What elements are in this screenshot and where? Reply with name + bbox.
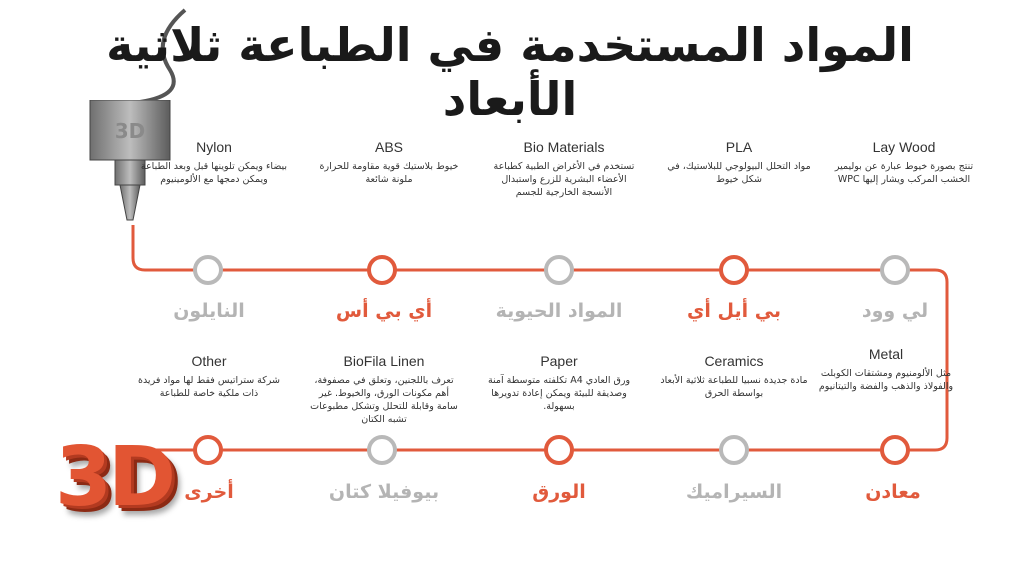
- material-description: تعرف باللجنين، وتعلق في مصفوفة، أهم مكونات الورق، والخيوط. غير سامة وقابلة للتحلل وتشكل مطبوعات تشبه الكتان: [310, 375, 458, 425]
- material-name-en: PLA: [725, 139, 753, 155]
- material-name-en: ABS: [374, 139, 403, 155]
- timeline-node: [544, 435, 574, 465]
- material-name-en: Metal: [868, 346, 904, 362]
- material-name-en: Paper: [540, 353, 578, 369]
- 3d-logo: 3D: [55, 430, 173, 525]
- material-description: شركة ستراتيس فقط لها مواد فريدة ذات ملكية خاصة للطباعة: [137, 375, 281, 399]
- timeline-node: [193, 435, 223, 465]
- printer-label: 3D: [114, 119, 146, 143]
- material-description: خيوط بلاستيك قوية مقاومة للحرارة ملونة شائعة: [319, 161, 459, 185]
- material-description: تستخدم في الأغراض الطبية كطباعة الأعضاء البشرية للزرع واستبدال الأنسجة الخارجية للجسم: [493, 161, 635, 198]
- material-name-ar: السيراميك: [685, 481, 783, 503]
- material-name-ar: بي أيل أي: [686, 300, 782, 322]
- material-name-ar: أي بي أس: [335, 300, 433, 322]
- page-title: المواد المستخدمة في الطباعة ثلاثية الأبعاد: [106, 18, 914, 126]
- material-description: مثل الألومنيوم ومشتقات الكوبلت والفولاذ والذهب والفضة والتيتانيوم: [818, 368, 954, 392]
- material-description: ورق العادي A4 تكلفته متوسطة آمنة وصديقة للبيئة ويمكن إعادة تدويرها بسهولة.: [487, 375, 631, 412]
- material-name-ar: معادن: [865, 481, 921, 503]
- material-name-en: Lay Wood: [872, 139, 936, 155]
- material-name-ar: لي وود: [861, 300, 929, 322]
- timeline-node: [193, 255, 223, 285]
- material-name-ar: الورق: [532, 481, 586, 503]
- material-name-en: Bio Materials: [523, 139, 605, 155]
- material-description: مواد التحلل البيولوجي للبلاستيك، في شكل خيوط: [667, 161, 811, 185]
- timeline-node: [544, 255, 574, 285]
- timeline-node: [719, 255, 749, 285]
- material-name-ar: النايلون: [173, 300, 245, 322]
- timeline-node: [880, 435, 910, 465]
- material-name-en: BioFila Linen: [343, 353, 425, 369]
- material-name-ar: أخرى: [184, 481, 234, 503]
- material-name-ar: بيوفيلا كتان: [328, 481, 440, 503]
- timeline-node: [367, 255, 397, 285]
- material-description: بيضاء ويمكن تلوينها قبل وبعد الطباعة ويمكن دمجها مع الألومينيوم: [140, 161, 288, 185]
- material-description: تنتج بصورة خيوط عبارة عن بوليمير الخشب المركب ويشار إليها WPC: [834, 161, 974, 185]
- material-name-ar: المواد الحيوية: [495, 300, 623, 322]
- timeline-node: [719, 435, 749, 465]
- material-name-en: Ceramics: [704, 353, 764, 369]
- material-name-en: Nylon: [196, 139, 232, 155]
- timeline-node: [367, 435, 397, 465]
- material-name-en: Other: [191, 353, 227, 369]
- timeline-node: [880, 255, 910, 285]
- material-description: مادة جديدة نسبيا للطباعة ثلاثية الأبعاد بواسطة الحرق: [660, 375, 808, 399]
